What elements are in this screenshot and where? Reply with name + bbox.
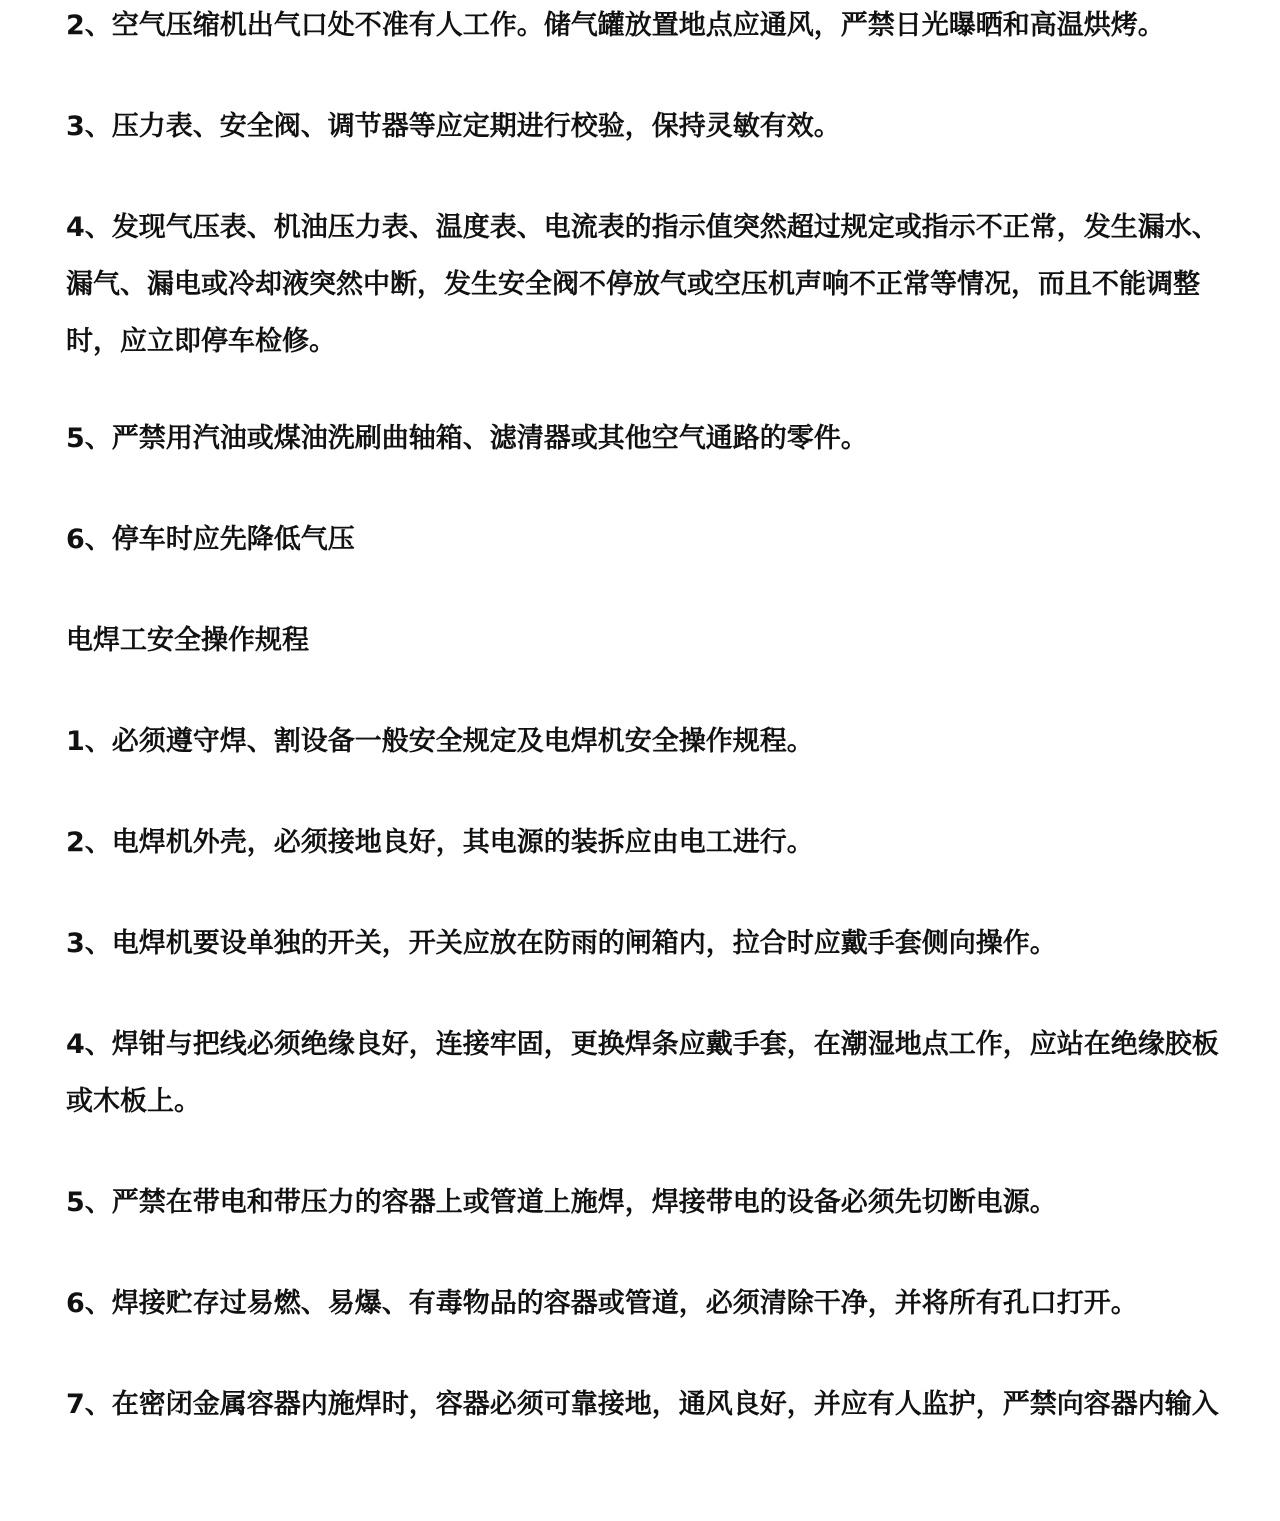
- section-heading-welder-rules: 电焊工安全操作规程: [66, 625, 309, 656]
- paragraph-air-compressor-2: 2、空气压缩机出气口处不准有人工作。储气罐放置地点应通风，严禁日光曝晒和高温烘烤。: [66, 10, 1165, 41]
- paragraph-welder-1: 1、必须遵守焊、割设备一般安全规定及电焊机安全操作规程。: [66, 726, 814, 757]
- paragraph-air-compressor-3: 3、压力表、安全阀、调节器等应定期进行校验，保持灵敏有效。: [66, 111, 841, 142]
- paragraph-welder-2: 2、电焊机外壳，必须接地良好，其电源的装拆应由电工进行。: [66, 827, 814, 858]
- paragraph-air-compressor-4: 4、发现气压表、机油压力表、温度表、电流表的指示值突然超过规定或指示不正常，发生漏水、漏气、漏电或冷却液突然中断，发生安全阀不停放气或空压机声响不正常等情况，而且不能调整时，应立即停车检修。: [66, 212, 1219, 357]
- paragraph-welder-7: 7、在密闭金属容器内施焊时，容器必须可靠接地，通风良好，并应有人监护，严禁向容器内输入: [66, 1389, 1219, 1420]
- paragraph-welder-4: 4、焊钳与把线必须绝缘良好，连接牢固，更换焊条应戴手套，在潮湿地点工作，应站在绝缘胶板或木板上。: [66, 1029, 1219, 1117]
- paragraph-welder-5: 5、严禁在带电和带压力的容器上或管道上施焊，焊接带电的设备必须先切断电源。: [66, 1187, 1057, 1218]
- paragraph-welder-6: 6、焊接贮存过易燃、易爆、有毒物品的容器或管道，必须清除干净，并将所有孔口打开。: [66, 1288, 1138, 1319]
- paragraph-welder-3: 3、电焊机要设单独的开关，开关应放在防雨的闸箱内，拉合时应戴手套侧向操作。: [66, 928, 1057, 959]
- paragraph-air-compressor-5: 5、严禁用汽油或煤油洗刷曲轴箱、滤清器或其他空气通路的零件。: [66, 423, 868, 454]
- paragraph-air-compressor-6: 6、停车时应先降低气压: [66, 524, 355, 555]
